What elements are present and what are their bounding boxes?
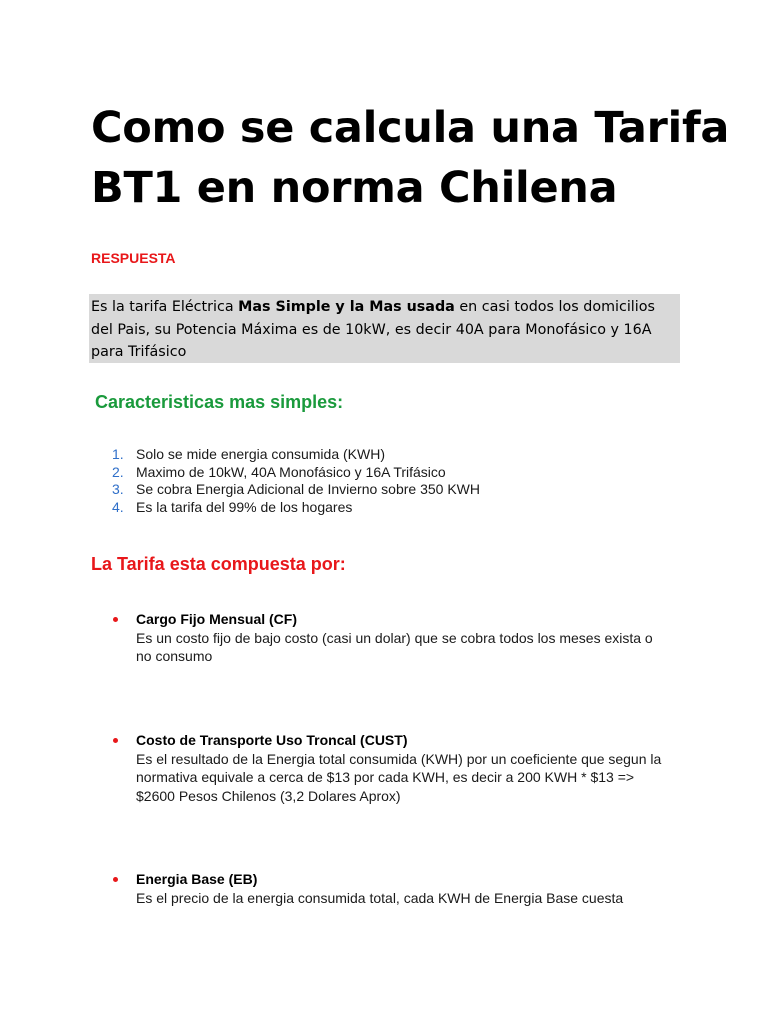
component-title: Cargo Fijo Mensual (CF) [136,611,297,627]
characteristics-heading: Caracteristicas mas simples: [95,392,344,412]
component-title: Costo de Transporte Uso Troncal (CUST) [136,732,408,748]
list-item [112,464,480,482]
list-item-number: 3. [112,481,124,498]
list-item-text: Maximo de 10kW, 40A Monofásico y 16A Trifásico [136,463,446,480]
component-description-line: Es el precio de la energia consumida total, cada KWH de Energia Base cuesta [136,889,624,906]
characteristics-list [112,446,480,516]
component-content [136,731,696,805]
component-content [136,870,696,907]
answer-line-1 [91,296,679,319]
answer-line-3: para Trifásico [91,344,187,360]
list-item-number: 1. [112,446,124,462]
list-item-number: 4. [112,498,124,515]
answer-line-1-end: en casi todos los domicilios [454,299,655,315]
component-description-line: normativa equivale a cerca de $13 por cada KWH, es decir a 200 KWH * $13 => [136,769,635,785]
bullet-dot-icon [113,877,118,882]
answer-line-2: del Pais, su Potencia Máxima es de 10kW, es decir 40A para Monofásico y 16A [91,321,652,338]
answer-label: RESPUESTA [91,250,176,266]
component-title: Energia Base (EB) [136,871,258,887]
answer-emphasis: Mas Simple y la Mas usada [238,299,455,315]
list-item-text: Solo se mide energia consumida (KWH) [136,446,385,462]
list-item-text: Es la tarifa del 99% de los hogares [136,498,353,515]
component-description-line: $2600 Pesos Chilenos (3,2 Dolares Aprox) [136,787,401,804]
page-title-line-2: BT1 en norma Chilena [91,163,618,213]
answer-paragraph [91,296,679,364]
component-description-line: no consumo [136,648,213,664]
list-item [112,499,480,517]
bullet-dot-icon [113,617,118,622]
page-title [91,98,731,218]
component-description-line: Es el resultado de la Energia total consumida (KWH) por un coeficiente que segun la [136,750,662,767]
component-content [136,610,696,666]
components-heading: La Tarifa esta compuesta por: [91,554,346,574]
page-title-line-1: Como se calcula una Tarifa [91,103,730,153]
list-item [112,481,480,499]
bullet-dot-icon [113,738,118,743]
answer-line-1-start: Es la tarifa Eléctrica [91,299,239,315]
component-description-line: Es un costo fijo de bajo costo (casi un dolar) que se cobra todos los meses exista o [136,629,653,646]
list-item-text: Se cobra Energia Adicional de Invierno sobre 350 KWH [136,481,480,498]
list-item [112,446,480,464]
list-item-number: 2. [112,463,124,480]
